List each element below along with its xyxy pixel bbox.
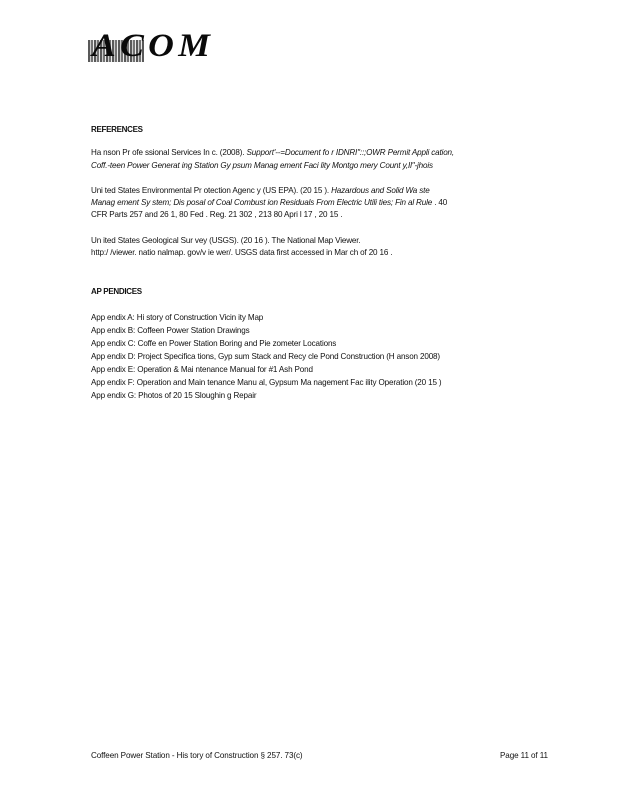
references-heading: REFERENCES bbox=[91, 125, 143, 134]
reference-1-author: Ha nson Pr ofe ssional Services In c. (2008). bbox=[91, 148, 247, 157]
reference-2-line-2 bbox=[91, 198, 447, 208]
footer-page-number: Page 11 of 11 bbox=[500, 751, 548, 760]
appendices-heading: AP PENDICES bbox=[91, 287, 142, 296]
logo-text: ACOM bbox=[92, 28, 215, 64]
appendix-item-g: App endix G: Photos of 20 15 Sloughin g Repair bbox=[91, 391, 257, 400]
reference-2-line-3: CFR Parts 257 and 26 1, 80 Fed . Reg. 21 302 , 213 80 Apri l 17 , 20 15 . bbox=[91, 210, 343, 219]
reference-3-line-1: Un ited States Geological Sur vey (USGS). (20 16 ). The National Map Viewer. bbox=[91, 236, 361, 245]
reference-3-line-2: http:/ /viewer. natio nalmap. gov/v ie wer/. USGS data first accessed in Mar ch of 20 16 . bbox=[91, 248, 393, 257]
footer-document-title: Coffeen Power Station - His tory of Construction § 257. 73(c) bbox=[91, 751, 303, 760]
reference-2-title-cont: Manag ement Sy stem; Dis posal of Coal Combust ion Residuals From Electric Utili ties; Fin al Rule bbox=[91, 198, 433, 207]
appendix-item-a: App endix A: Hi story of Construction Vicin ity Map bbox=[91, 313, 264, 322]
appendix-item-c: App endix C: Coffe en Power Station Boring and Pie zometer Locations bbox=[91, 339, 337, 348]
reference-2-title: Hazardous and Solid Wa ste bbox=[331, 186, 430, 195]
reference-1-line-1 bbox=[91, 148, 454, 158]
reference-1-title: Support'--=Document fo r IDNRI"::;OWR Permit Appli cation, bbox=[246, 148, 455, 157]
reference-2-volume: . 40 bbox=[432, 198, 448, 207]
reference-2-line-1 bbox=[91, 186, 430, 196]
appendix-item-e: App endix E: Operation & Mai ntenance Manual for #1 Ash Pond bbox=[91, 365, 313, 374]
reference-2-author: Uni ted States Environmental Pr otection Agenc y (US EPA). (20 15 ). bbox=[91, 186, 332, 195]
appendix-item-d: App endix D: Project Specifica tions, Gyp sum Stack and Recy cle Pond Construction (H anson 2008) bbox=[91, 352, 440, 361]
appendix-item-b: App endix B: Coffeen Power Station Drawings bbox=[91, 326, 250, 335]
reference-1-line-2: Coff.-teen Power Generat ing Station Gy psum Manag ement Faci lity Montgo mery Count y,Il"-jhois bbox=[91, 161, 433, 170]
appendix-item-f: App endix F: Operation and Main tenance Manu al, Gypsum Ma nagement Fac ility Operation (20 15 ) bbox=[91, 378, 442, 387]
company-logo bbox=[88, 30, 320, 62]
